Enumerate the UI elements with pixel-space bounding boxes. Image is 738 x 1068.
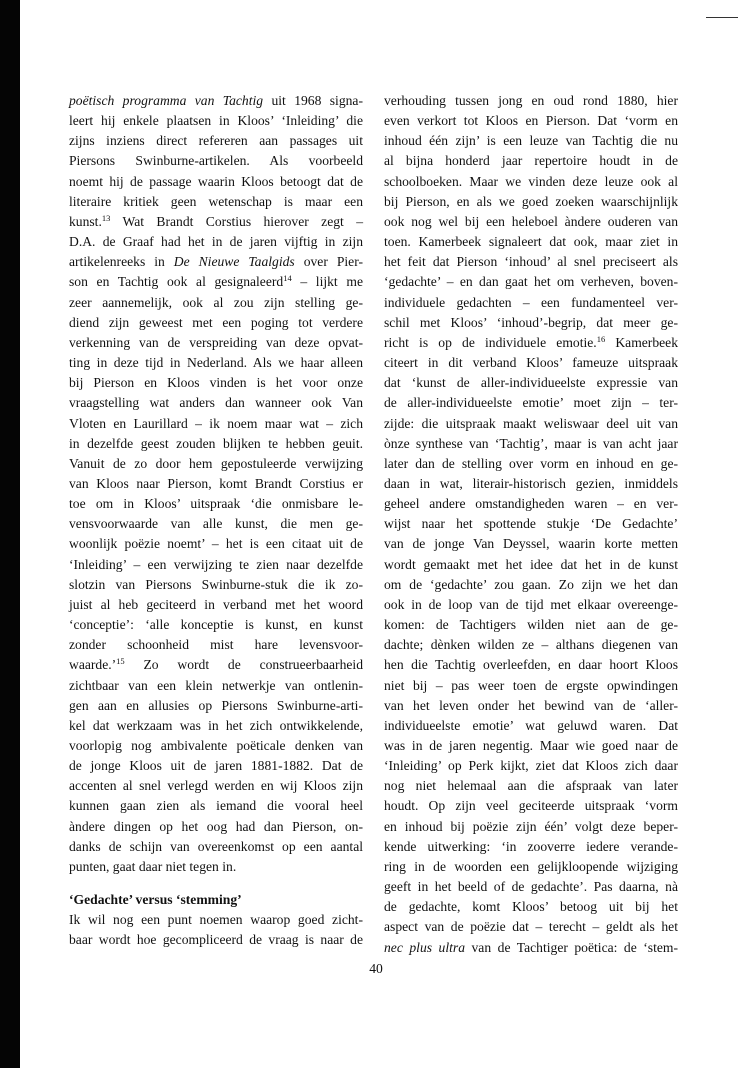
text-line: verkenning van de verspreiding van deze opvat-	[69, 334, 363, 350]
text-line: zeer aannemelijk, ook al zou zijn stelling ge-	[69, 294, 363, 310]
text-line: bij Pierson, en als we goed zoeken waarschijnlijk	[384, 193, 678, 209]
text-line: vensvoorwaarde van alle kunst, die men ge-	[69, 516, 363, 532]
text-line: richt is op de individuele emotie.$^{16}$ Kamerbeek	[384, 333, 678, 350]
text-line: D.A. de Graaf had het in de jaren vijftig in zijn	[69, 234, 363, 250]
footnote-ref-14: 14	[283, 273, 292, 284]
text-line: zijns inziens direct refereren aan passages uit	[69, 133, 363, 149]
text-line: danks de schijn van overeenkomst op een aantal	[69, 838, 363, 854]
text-line: om de ‘gedachte’ zou gaan. Zo zijn we het dan	[384, 576, 678, 592]
text-line: komen: de Tachtigers wilden niet aan de ge-	[384, 617, 678, 633]
text-line: ‘gedachte’ – en dan gaat het om verheven, boven-	[384, 274, 678, 290]
text-line: de jonge Kloos uit de jaren 1881-1882. Dat de	[69, 758, 363, 774]
text-line: in dezelfde geest zouden blijken te hebben geuit.	[69, 435, 363, 451]
text-line: houdt. Op zijn veel geciteerde uitspraak ‘vorm	[384, 798, 678, 814]
text-line: van de jonge Van Deyssel, waarin korte metten	[384, 536, 678, 552]
text-line: punten, gaat daar niet tegen in.	[69, 858, 237, 874]
text-line: àndere dingen op het oog had dan Pierson, on-	[69, 818, 363, 834]
text-line: bij Pierson en Kloos vinden is het voor onze	[69, 375, 363, 391]
left-column	[69, 91, 363, 951]
text-line: juist al heb geciteerd in verband met het woord	[69, 596, 363, 612]
text-line: hen die Tachtig overleefden, en daar hoort Kloos	[384, 657, 678, 673]
text-line: toen. Kamerbeek signaleert dat ook, maar ziet in	[384, 234, 678, 250]
section-heading: ‘Gedachte’ versus ‘stemming’	[69, 892, 242, 908]
text-line: gen aan en allusies op Piersons Swinburne-arti-	[69, 697, 363, 713]
text-line: Vanuit de zo door hem gepostuleerde verwijzing	[69, 455, 363, 471]
text-line: woonlijk poëzie noemt’ – het is een citaat uit de	[69, 536, 363, 552]
text-line: ònze synthese van ‘Tachtig’, maar is van acht jaar	[384, 435, 678, 451]
text-line: accenten al snel verlegd werden en wij Kloos zijn	[69, 778, 363, 794]
text-line: verhouding tussen jong en oud rond 1880, hier	[384, 93, 678, 108]
top-right-rule	[706, 17, 738, 18]
text-line: son en Tachtig ook al gesignaleerd$^{14}$ – lijkt me	[69, 273, 363, 290]
text-line: zijde: die uitspraak maakt weliswaar deel uit van	[384, 415, 678, 431]
text-line: ‘Inleiding’ op Perk kijkt, ziet dat Kloos zich daar	[384, 758, 678, 774]
text-line: en inhoud bij poëzie zijn één’ volgt deze beper-	[384, 818, 678, 834]
text-line: leert hij enkele plaatsen in Kloos’ ‘Inleiding’ die	[69, 113, 363, 129]
text-line: artikelenreeks in De Nieuwe Taalgids over Pier-	[69, 254, 363, 270]
text-line: ‘conceptie’: ‘alle konceptie is kunst, en kunst	[69, 617, 363, 633]
text-line: vraagstelling wat anders dan wanneer ook Van	[69, 395, 363, 411]
text-line: kel dat werkzaam was in het zich ontwikkelende,	[69, 717, 363, 733]
text-line: poëtisch programma van Tachtig uit 1968 signa-	[69, 93, 363, 108]
text-line: dat ‘kunst de aller-individueelste expressie van	[384, 375, 678, 391]
text-line: geheel andere omstandigheden waren – en ver-	[384, 496, 678, 512]
text-line: Vloten en Laurillard – ik noem maar wat – zich	[69, 415, 363, 431]
text-line: citeert in dit verband Kloos’ fameuze uitspraak	[384, 355, 678, 371]
footnote-ref-16: 16	[596, 333, 606, 344]
text-line: al bijna honderd jaar repertoire houdt in de	[384, 153, 678, 169]
text-line: schil met Kloos’ ‘inhoud’-begrip, dat meer ge-	[384, 314, 678, 330]
text-line: Ik wil nog een punt noemen waarop goed zicht-	[69, 912, 363, 928]
text-line: nec plus ultra van de Tachtiger poëtica: de ‘stem-	[384, 939, 678, 955]
text-line: ‘Inleiding’ – een verwijzing te zien naar dezelfde	[69, 556, 363, 572]
text-line: kunnen gaan zien als iemand die vooral heel	[69, 798, 363, 814]
text-line: dachte; dènken wilden ze – althans diegenen van	[384, 637, 678, 653]
text-line: schoolboeken. Maar we vinden deze leuze ook al	[384, 173, 678, 189]
footnote-ref-15: 15	[116, 656, 125, 667]
text-line: niet bij – pas weer toen de ergste opwindingen	[384, 677, 678, 693]
text-line: noemt hij de passage waarin Kloos betoogt dat de	[69, 173, 363, 189]
scan-dark-edge	[0, 0, 20, 1068]
text-line: diend zijn geweest met een poging tot verdere	[69, 314, 363, 330]
footnote-ref-13: 13	[101, 212, 111, 223]
text-line: was in de jaren negentig. Maar wie goed naar de	[384, 738, 678, 753]
text-line: slotzin van Piersons Swinburne-stuk die ik zo-	[69, 576, 363, 592]
right-column	[384, 91, 678, 958]
text-line: wijst naar het spottende stukje ‘De Gedachte’	[384, 516, 678, 532]
text-line: daan in wat, literair-historisch gezien, inmiddels	[384, 475, 678, 491]
text-line: wordt gemaakt met het idee dat het in de kunst	[384, 556, 678, 572]
text-line: inhoud één zijn’ is een leuze van Tachtig die nu	[384, 133, 678, 149]
text-line: ting in deze tijd in Nederland. Als we haar alleen	[69, 355, 363, 371]
text-line: ook in de loop van de tijd met elkaar overeenge-	[384, 596, 678, 612]
text-line: van het leven onder het bewind van de ‘aller-	[384, 697, 678, 713]
text-line: kunst.$^{13}$ Wat Brandt Corstius hierover zegt –	[69, 212, 363, 229]
text-line: voorlopig nog ambivalente poëticale denken van	[69, 738, 363, 753]
text-line: literaire kritiek geen wetenschap is maar een	[69, 193, 363, 209]
text-line: het feit dat Pierson ‘inhoud’ al snel preciseert als	[384, 254, 678, 270]
text-line: van Kloos naar Pierson, komt Brandt Corstius er	[69, 475, 363, 491]
text-line: later dan de stelling over vorm en inhoud en ge-	[384, 455, 678, 471]
text-line: de aller-individueelste emotie’ moet zijn – ter-	[384, 395, 678, 411]
text-line: nog niet helemaal aan die afspraak van later	[384, 778, 678, 794]
text-line: toe om in Kloos’ uitspraak ‘die onmisbare le-	[69, 496, 363, 512]
text-line: even verkort tot Kloos en Pierson. Dat ‘vorm en	[384, 113, 678, 129]
text-line: de gedachte, komt Kloos’ betoog uit bij het	[384, 899, 678, 915]
text-line: ring in de woorden een gelijkloopende wijziging	[384, 858, 678, 874]
text-line: waarde.’$^{15}$ Zo wordt de construeerbaarheid	[69, 656, 363, 673]
text-line: kende uitwerking: ‘in zooverre iedere verande-	[384, 838, 678, 854]
text-line: individuele gedachten – een fundamenteel ver-	[384, 294, 678, 310]
text-line: baar wordt hoe gecompliceerd de vraag is naar de	[69, 932, 363, 948]
page-number: 40	[369, 961, 383, 976]
text-line: aspect van de poëzie dat – terecht – geldt als het	[384, 919, 678, 935]
text-line: zonder schoonheid mist hare levensvoor-	[69, 637, 363, 653]
text-line: ook nog wel bij een heleboel àndere ouderen van	[384, 213, 678, 229]
text-line: individueelste emotie’ wat geluwd waren. Dat	[384, 717, 678, 733]
text-line: zichtbaar van een klein netwerkje van ontlenin-	[69, 677, 363, 693]
text-line: Piersons Swinburne-artikelen. Als voorbeeld	[69, 153, 363, 169]
text-line: geeft in het beeld of de gedachte’. Pas daarna, nà	[384, 879, 678, 895]
